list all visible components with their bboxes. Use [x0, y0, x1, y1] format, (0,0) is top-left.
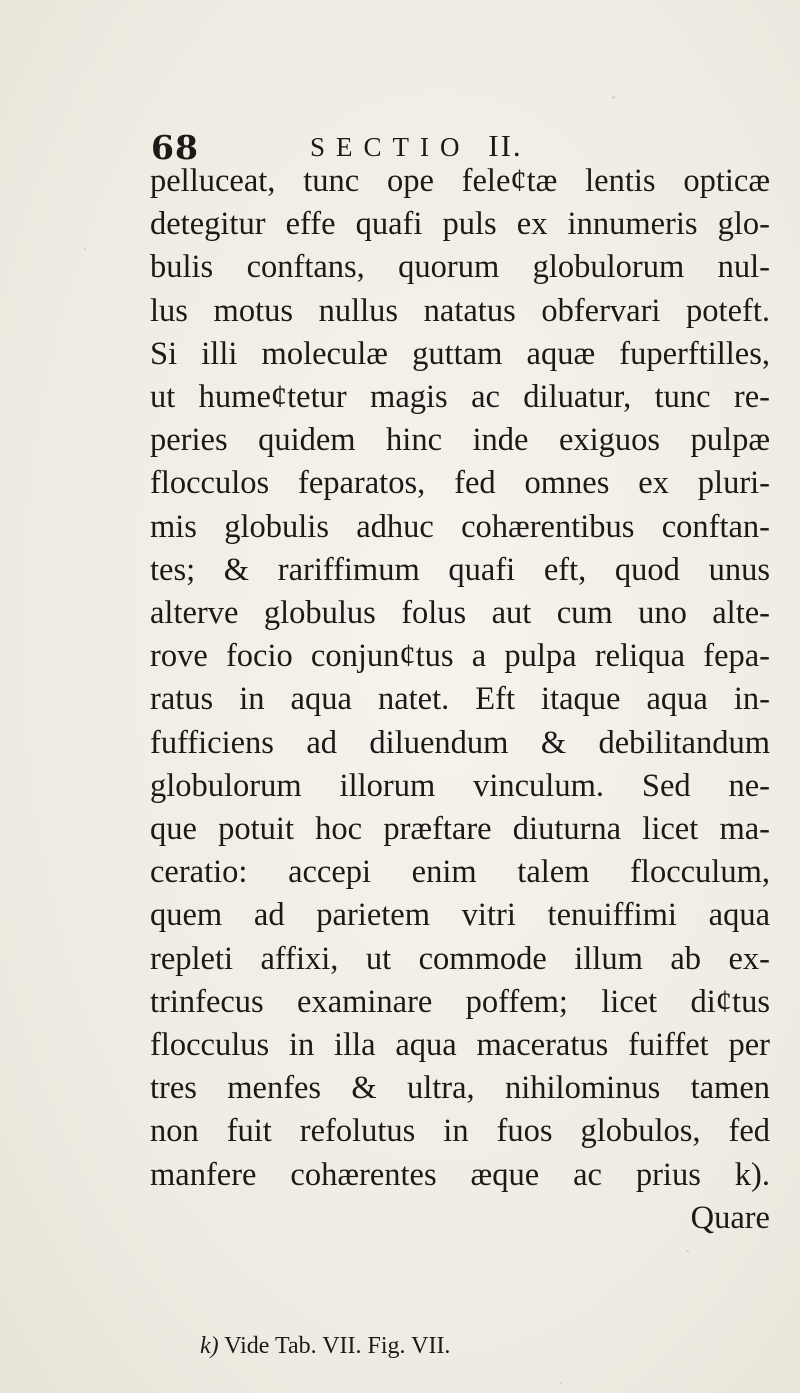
paper-speck: [612, 96, 615, 99]
text-line: bulis conftans, quorum globulorum nul-: [150, 249, 770, 286]
text-line: globulorum illorum vinculum. Sed ne-: [150, 767, 770, 804]
text-line: peries quidem hinc inde exiguos pulpæ: [150, 422, 770, 459]
text-line: Si illi moleculæ guttam aquæ fuperftilles,: [150, 335, 770, 372]
text-line: fufficiens ad diluendum & debilitandum: [150, 724, 770, 761]
running-head-numeral: II.: [488, 128, 523, 163]
running-head: [310, 128, 523, 164]
text-line: quem ad parietem vitri tenuiffimi aqua: [150, 897, 770, 934]
text-line: pelluceat, tunc ope feleȼtæ lentis opticæ: [150, 163, 770, 199]
text-line: ut humeȼtetur magis ac diluatur, tunc re-: [150, 379, 770, 416]
text-line: que potuit hoc præftare diuturna licet ma-: [150, 811, 770, 848]
text-line: non fuit refolutus in fuos globulos, fed: [150, 1113, 770, 1150]
text-line: trinfecus examinare poffem; licet diȼtus: [150, 983, 770, 1020]
footnote: [200, 1333, 450, 1360]
text-line: mis globulis adhuc cohærentibus conftan-: [150, 508, 770, 545]
catchword: Quare: [690, 1199, 770, 1236]
text-line: tes; & rariffimum quafi eft, quod unus: [150, 551, 770, 588]
footnote-text: Vide Tab. VII. Fig. VII.: [224, 1333, 451, 1359]
text-line: lus motus nullus natatus obfervari poteft.: [150, 292, 770, 329]
text-line: flocculos feparatos, fed omnes ex pluri-: [150, 465, 770, 502]
text-line: flocculus in illa aqua maceratus fuiffet per: [150, 1027, 770, 1064]
page-number: 68: [151, 128, 199, 167]
text-line: repleti affixi, ut commode illum ab ex-: [150, 940, 770, 977]
paper-speck: [686, 1250, 689, 1252]
paper-speck: [84, 248, 86, 250]
text-line: ceratio: accepi enim talem flocculum,: [150, 854, 770, 891]
text-line: ratus in aqua natet. Eft itaque aqua in-: [150, 681, 770, 718]
body-text: [150, 160, 770, 1240]
text-line: tres menfes & ultra, nihilominus tamen: [150, 1070, 770, 1107]
text-line: alterve globulus folus aut cum uno alte-: [150, 595, 770, 632]
footnote-mark: k): [200, 1333, 219, 1359]
text-line: manfere cohærentes æque ac prius k).: [150, 1156, 770, 1193]
running-head-word: SECTIO: [310, 132, 471, 162]
text-line: detegitur effe quafi puls ex innumeris glo-: [150, 206, 770, 243]
text-line: rove focio conjunȼtus a pulpa reliqua fepa-: [150, 638, 770, 675]
paper-speck: [560, 1382, 562, 1384]
